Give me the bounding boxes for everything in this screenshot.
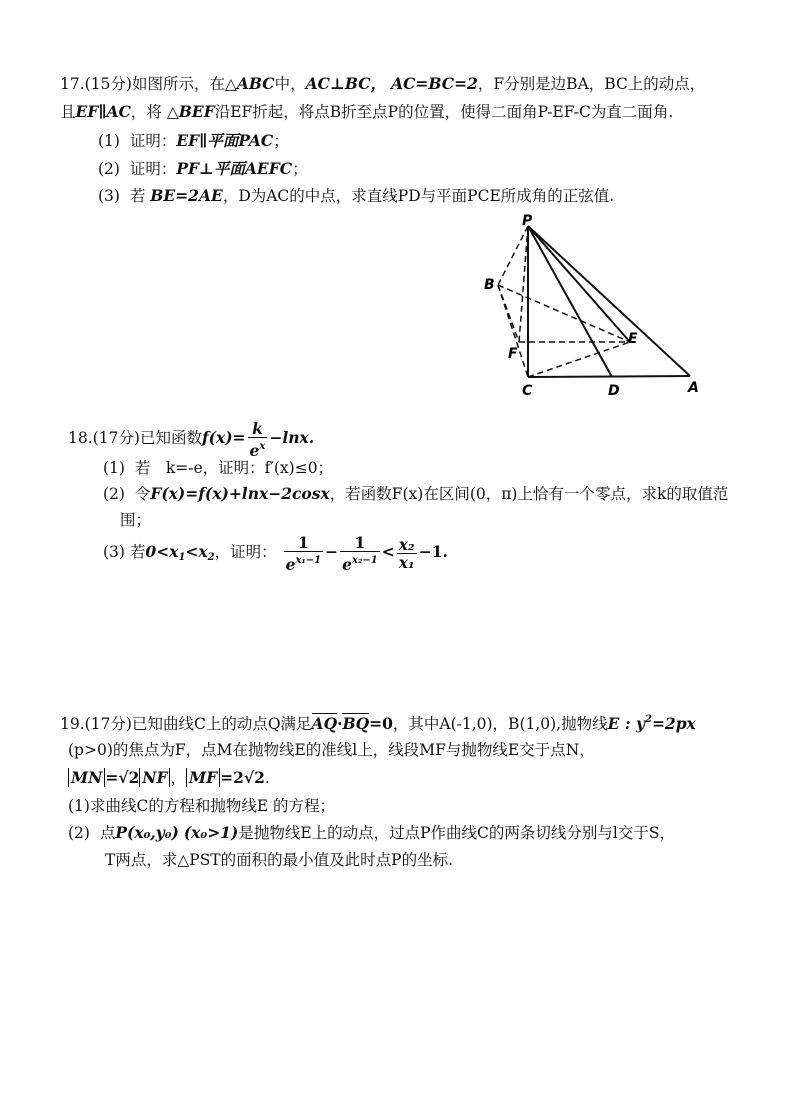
q17-part2: [98, 159, 308, 179]
q18-math: <: [381, 542, 395, 561]
abs-MN: MN: [68, 768, 105, 787]
q18-part1: [103, 458, 333, 478]
q19-text: (1)求曲线C的方程和抛物线E 的方程；: [68, 797, 336, 815]
q17-text: 且: [60, 103, 76, 121]
q19-text: ，: [170, 769, 186, 787]
q17-text: 证明：: [129, 160, 177, 178]
q17-line2: [60, 102, 673, 122]
q17-part3: [98, 186, 614, 206]
q18-f-lhs: f(x)=: [201, 428, 246, 447]
q18-text: ，证明：: [214, 543, 277, 561]
q19-text: 是抛物线E上的动点，过点P作曲线C的两条切线分别与l交于S，: [238, 824, 675, 842]
q18-head: 18.(17分)已知函数: [68, 429, 202, 447]
label-D: D: [608, 383, 620, 399]
q18-line1: [68, 418, 314, 459]
edge-CE: [528, 342, 630, 377]
q18-math: e: [249, 440, 260, 460]
q18-math: −: [325, 542, 339, 561]
q19-line2: [68, 740, 595, 760]
fraction-denominator: [284, 552, 324, 573]
q19-math: P(x₀,y₀): [115, 823, 179, 842]
q18-text: ，若函数F(x)在区间(0，π)上恰有一个零点，求k的取值范: [329, 485, 729, 503]
q17-text: ，将: [130, 103, 162, 121]
fraction-numerator: k: [248, 420, 268, 438]
q18-text: 令: [134, 485, 151, 503]
q17-line1: [60, 74, 705, 94]
q18-math: <x: [185, 542, 208, 561]
q18-math: F(x)=f(x)+lnx−2cosx: [150, 484, 330, 503]
q17-text: 沿EF折起，将点B折至点P的位置，使得二面角P-EF-C为直二面角.: [214, 103, 674, 121]
q18-math: −1.: [418, 542, 448, 561]
q18-math: 1: [178, 552, 186, 563]
q17-ac-eq-bc: AC=BC=2: [391, 74, 478, 93]
fraction-denominator: [248, 438, 268, 459]
q17-text: ，D为AC的中点，求直线PD与平面PCE所成角的正弦值.: [222, 187, 615, 205]
q17-text: ；: [292, 160, 308, 178]
q19-head: 19.(17分)已知曲线C上的动点Q满足: [60, 715, 312, 733]
part-number: (3): [103, 543, 125, 561]
abs-MF: MF: [186, 768, 220, 787]
edge-PF: [519, 226, 528, 342]
part-number: (2): [68, 824, 90, 842]
q19-text: (p>0)的焦点为F，点M在抛物线E的准线l上，线段MF与抛物线E交于点N，: [68, 741, 595, 759]
q18-math: 2: [207, 552, 215, 563]
part-number: (2): [98, 160, 120, 178]
q18-text: 若 k=-e，证明：f′(x)≤0；: [134, 459, 334, 477]
q17-part1: [98, 131, 289, 151]
q18-math: e: [342, 554, 352, 574]
q18-math: 0<x: [145, 542, 179, 561]
edge-BE: [498, 285, 630, 342]
q18-text: 若: [129, 543, 146, 561]
q19-part2: [68, 823, 675, 843]
vector-AQ: AQ: [311, 714, 338, 733]
q17-text: 中，: [274, 75, 306, 93]
q18-math: x: [259, 440, 266, 452]
q17-text: ；: [273, 132, 289, 150]
q17-text: 若: [129, 187, 146, 205]
q17-tri-bef: △BEF: [166, 102, 215, 121]
q19-math: =√2: [105, 768, 140, 787]
fraction-numerator: x₂: [398, 534, 415, 554]
q17-ef-par-ac: EF∥AC: [75, 102, 131, 121]
q18-part2-cont: [120, 510, 151, 530]
q18-fraction-2: [340, 534, 380, 573]
q18-math: e: [285, 554, 296, 574]
q19-part2-cont: [105, 850, 453, 870]
q19-math: =2√2: [220, 768, 265, 787]
edge-CA: [528, 376, 690, 377]
geometry-figure: [470, 212, 710, 402]
q17-math: BE=2AE: [150, 186, 223, 205]
fraction-numerator: 1: [284, 534, 324, 552]
edge-BF: [498, 285, 519, 342]
q18-part2: [103, 484, 728, 504]
q18-f-tail: −lnx.: [269, 428, 315, 447]
vector-BQ: BQ: [342, 714, 370, 733]
q19-line3: [68, 768, 270, 788]
q19-text: ，其中A(-1,0)，B(1,0),抛物线: [392, 715, 608, 733]
q18-fraction: [248, 420, 268, 459]
q19-text: 点: [99, 824, 116, 842]
label-C: C: [522, 383, 533, 399]
q19-math: 2: [644, 714, 652, 725]
q19-part1: [68, 796, 335, 816]
q19-math: E : y: [607, 714, 645, 733]
fraction-denominator: x₁: [398, 552, 415, 572]
label-A: A: [688, 380, 699, 396]
part-number: (1): [98, 132, 120, 150]
q19-math: ·: [337, 714, 343, 733]
q18-fraction-1: [284, 534, 324, 573]
edge-PD: [528, 226, 612, 377]
fraction-numerator: 1: [340, 534, 380, 552]
label-P: P: [522, 213, 533, 229]
q19-text: .: [264, 769, 270, 787]
q19-math: =0: [369, 714, 393, 733]
q17-math: EF∥平面PAC: [176, 131, 274, 150]
q18-math: x₂−1: [352, 554, 378, 566]
edge-PA: [528, 226, 690, 376]
q19-text: T两点，求△PST的面积的最小值及此时点P的坐标.: [105, 851, 454, 869]
q18-part3: [103, 532, 448, 578]
q18-fraction-3: [397, 536, 417, 571]
q19-math: (x₀>1): [183, 823, 239, 842]
q17-ac-perp-bc: AC⊥BC，: [305, 74, 387, 93]
part-number: (3): [98, 187, 120, 205]
q19-math: =2px: [651, 714, 696, 733]
q18-math: x₁−1: [295, 554, 322, 566]
q17-tail1: ，F分别是边BA，BC上的动点，: [477, 75, 706, 93]
label-B: B: [484, 277, 495, 293]
label-F: F: [508, 346, 518, 362]
edge-BC: [498, 285, 528, 377]
q17-math: PF⊥平面AEFC: [176, 159, 293, 178]
q17-head: 17.(15分)如图所示，在: [60, 75, 225, 93]
q17-tri-abc: △ABC: [224, 74, 275, 93]
q17-text: 证明：: [129, 132, 177, 150]
q18-text: 围；: [120, 511, 152, 529]
label-E: E: [628, 331, 638, 347]
q19-line1: [60, 710, 696, 734]
fraction-denominator: [340, 552, 380, 573]
part-number: (2): [103, 485, 125, 503]
part-number: (1): [103, 459, 125, 477]
abs-NF: NF: [139, 768, 170, 787]
edge-PE: [528, 226, 630, 342]
